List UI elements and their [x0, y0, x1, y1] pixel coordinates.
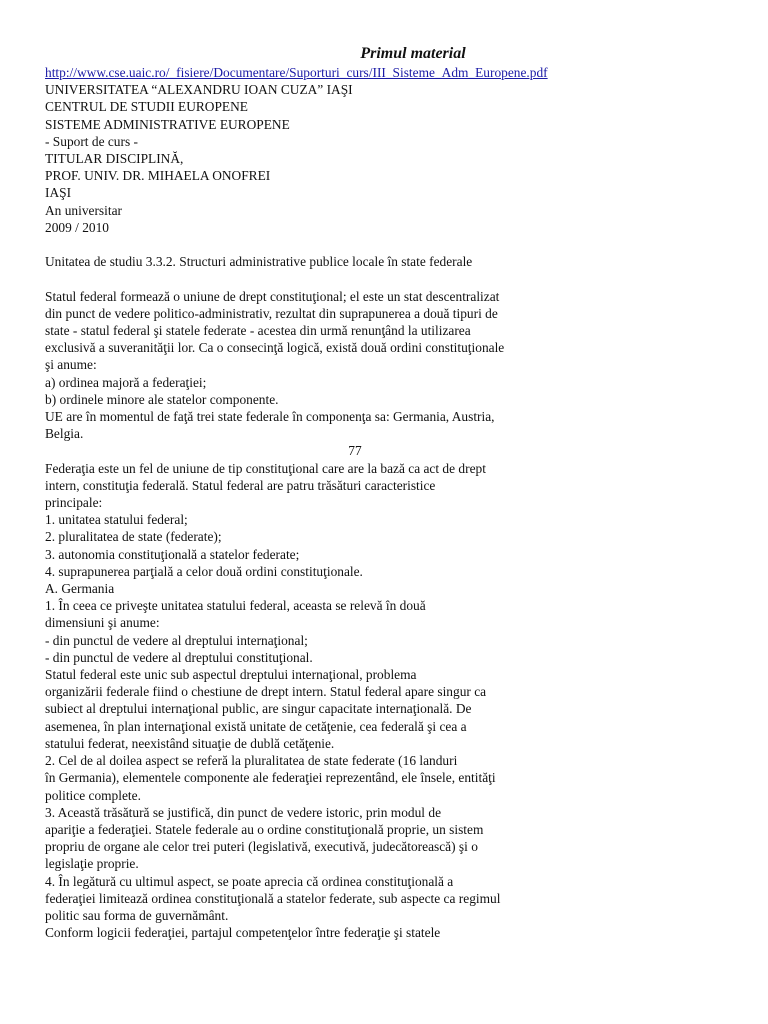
text-line: Federaţia este un fel de uniune de tip constituţional care are la bază ca act de drept [45, 460, 486, 476]
header-line: PROF. UNIV. DR. MIHAELA ONOFREI [45, 168, 271, 184]
header-line: CENTRUL DE STUDII EUROPENE [45, 99, 248, 115]
header-line: TITULAR DISCIPLINĂ, [45, 151, 184, 167]
text-line: 4. suprapunerea parţială a celor două ordini constituţionale. [45, 563, 363, 579]
header-line: SISTEME ADMINISTRATIVE EUROPENE [45, 116, 290, 132]
text-line: 4. În legătură cu ultimul aspect, se poate aprecia că ordinea constituţională a [45, 873, 454, 889]
text-line: şi anume: [45, 357, 97, 373]
text-line: principale: [45, 495, 103, 511]
document-page [45, 44, 745, 941]
text-line: intern, constituţia federală. Statul federal are patru trăsături caracteristice [45, 477, 436, 493]
text-line: UE are în momentul de faţă trei state federale în componenţa sa: Germania, Austria, [45, 409, 495, 425]
text-line: Conform logicii federaţiei, partajul competenţelor între federaţie şi statele [45, 925, 441, 941]
text-line: asemenea, în plan internaţional există unitate de cetăţenie, cea federală şi cea a [45, 718, 467, 734]
text-line: Statul federal este unic sub aspectul dreptului internaţional, problema [45, 667, 417, 683]
header-block [45, 81, 745, 236]
text-line: politice complete. [45, 787, 141, 803]
text-line: în Germania), elementele componente ale federaţiei reprezentând, ele însele, entităţi [45, 770, 496, 786]
text-line: - din punctul de vedere al dreptului constituţional. [45, 649, 313, 665]
text-line: exclusivă a suveranităţii lor. Ca o consecinţă logică, există două ordini constituţionale [45, 340, 505, 356]
text-line: 1. În ceea ce priveşte unitatea statului federal, aceasta se relevă în două [45, 598, 426, 614]
text-line: apariţie a federaţiei. Statele federale au o ordine constituţională proprie, un sistem [45, 821, 484, 837]
text-line: politic sau forma de guvernământ. [45, 907, 229, 923]
unit-heading: Unitatea de studiu 3.3.2. Structuri administrative publice locale în state federale [45, 254, 473, 270]
paragraph-1 [45, 288, 745, 443]
header-line: IAŞI [45, 185, 72, 201]
text-line: state - statul federal şi statele federate - acestea din urmă renunţând la utilizarea [45, 323, 471, 339]
document-title: Primul material [360, 45, 466, 62]
text-line: 2. pluralitatea de state (federate); [45, 529, 222, 545]
page-number: 77 [348, 443, 362, 459]
header-line: UNIVERSITATEA “ALEXANDRU IOAN CUZA” IAŞI [45, 82, 353, 98]
text-line: legislaţie proprie. [45, 856, 139, 872]
text-line: 3. Această trăsătură se justifică, din punct de vedere istoric, prin modul de [45, 804, 442, 820]
text-line: Belgia. [45, 426, 84, 442]
text-line: din punct de vedere politico-administrativ, rezultat din suprapunerea a două tipuri de [45, 305, 498, 321]
text-line: - din punctul de vedere al dreptului internaţional; [45, 632, 308, 648]
header-line: An universitar [45, 202, 122, 218]
text-line: dimensiuni şi anume: [45, 615, 160, 631]
text-line: 1. unitatea statului federal; [45, 512, 188, 528]
text-line: Statul federal formează o uniune de drept constituţional; el este un stat descentralizat [45, 288, 500, 304]
text-line: federaţiei limitează ordinea constituţională a statelor federate, sub aspecte ca regimul [45, 890, 501, 906]
text-line: a) ordinea majoră a federaţiei; [45, 374, 207, 390]
text-line: A. Germania [45, 581, 115, 597]
source-link[interactable]: http://www.cse.uaic.ro/_fisiere/Documentare/Suporturi_curs/III_Sisteme_Adm_Europene.pdf [45, 65, 548, 80]
spacer [45, 270, 745, 287]
spacer [45, 236, 745, 253]
text-line: subiect al dreptului internaţional public, are singur capacitate internaţională. De [45, 701, 472, 717]
header-line: 2009 / 2010 [45, 219, 109, 235]
text-line: organizării federale fiind o chestiune de drept intern. Statul federal apare singur ca [45, 684, 487, 700]
text-line: 2. Cel de al doilea aspect se referă la pluralitatea de state federate (16 landuri [45, 753, 458, 769]
header-line: - Suport de curs - [45, 133, 138, 149]
text-line: statului federat, neexistând situaţie de dublă cetăţenie. [45, 735, 335, 751]
text-line: propriu de organe ale celor trei puteri (legislativă, executivă, judecătorească) şi o [45, 839, 478, 855]
text-line: b) ordinele minore ale statelor componente. [45, 391, 279, 407]
paragraph-2 [45, 460, 745, 942]
text-line: 3. autonomia constituţională a statelor federate; [45, 546, 300, 562]
